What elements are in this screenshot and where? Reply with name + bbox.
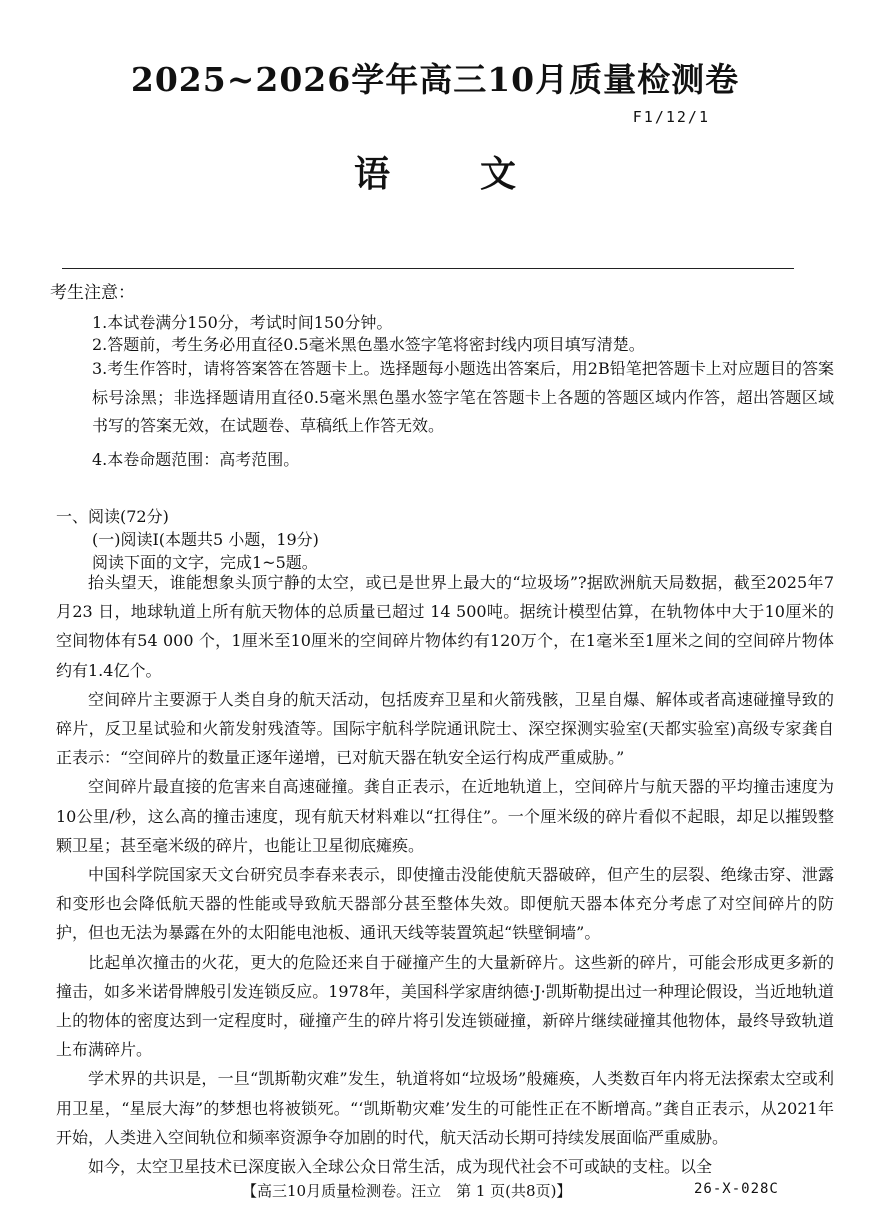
passage-paragraph: 中国科学院国家天文台研究员李春来表示，即使撞击没能使航天器破碎，但产生的层裂、绝缘击穿、泄露和变形也会降低航天器的性能或导致航天器部分甚至整体失效。即便航天器本体充分考虑了对空间碎片的防护，但也无法为暴露在外的太阳能电池板、通讯天线等装置筑起“铁壁铜墙”。 [56, 865, 834, 943]
notice-item-3 [92, 355, 834, 441]
notice-title: 考生注意： [50, 283, 135, 303]
notice-item-2: 2.答题前，考生务必用直径0.5毫米黑色墨水签字笔将密封线内项目填写清楚。 [92, 335, 645, 354]
header-divider [62, 268, 794, 269]
footer-page-label: 【高三10月质量检测卷。汪立 第 1 页(共8页)】 [242, 1182, 572, 1200]
notice-item-1: 1.本试卷满分150分，考试时间150分钟。 [92, 313, 393, 332]
subject-title: 语文 [353, 153, 606, 195]
notice-item-3-text: 3.考生作答时，请将答案答在答题卡上。选择题每小题选出答案后，用2B铅笔把答题卡上对应题目的答案标号涂黑；非选择题请用直径0.5毫米黑色墨水签字笔在答题卡上各题的答题区域内作答，超出答题区域书写的答案无效，在试题卷、草稿纸上作答无效。 [92, 359, 834, 435]
notice-item-4: 4.本卷命题范围：高考范围。 [92, 450, 300, 469]
passage-paragraph: 抬头望天，谁能想象头顶宁静的太空，或已是世界上最大的“垃圾场”?据欧洲航天局数据，截至2025年7月23 日，地球轨道上所有航天物体的总质量已超过 14 500吨。据统计模型估算，在轨物体中大于10厘米的空间物体有54 000 个，1厘米至10厘米的空间碎片物体约有120万个，在1毫米至1厘米之间的空间碎片物体约有1.4亿个。 [56, 573, 834, 680]
footer-code: 26-X-028C [694, 1181, 779, 1197]
paper-code: F1/12/1 [632, 108, 710, 126]
section-subtitle: (一)阅读Ⅰ(本题共5 小题，19分) [92, 530, 319, 549]
passage-paragraph: 空间碎片主要源于人类自身的航天活动，包括废弃卫星和火箭残骸，卫星自爆、解体或者高速碰撞导致的碎片，反卫星试验和火箭发射残渣等。国际宇航科学院通讯院士、深空探测实验室(天都实验室)高级专家龚自正表示：“空间碎片的数量正逐年递增，已对航天器在轨安全运行构成严重威胁。” [56, 689, 834, 768]
passage-paragraph: 空间碎片最直接的危害来自高速碰撞。龚自正表示，在近地轨道上，空间碎片与航天器的平均撞击速度为10公里/秒，这么高的撞击速度，现有航天材料难以“扛得住”。一个厘米级的碎片看似不起眼，却足以摧毁整颗卫星；甚至毫米级的碎片，也能让卫星彻底瘫痪。 [56, 777, 834, 855]
page-footer [0, 1178, 870, 1204]
exam-title: 2025~2026学年高三10月质量检测卷 [130, 60, 740, 99]
passage-paragraph: 比起单次撞击的火花，更大的危险还来自于碰撞产生的大量新碎片。这些新的碎片，可能会形成更多新的撞击，如多米诺骨牌般引发连锁反应。1978年，美国科学家唐纳德·J·凯斯勒提出过一种理论假设，当近地轨道上的物体的密度达到一定程度时，碰撞产生的碎片将引发连锁碰撞，新碎片继续碰撞其他物体，最终导致轨道上布满碎片。 [56, 952, 834, 1060]
passage-paragraph: 如今，太空卫星技术已深度嵌入全球公众日常生活，成为现代社会不可或缺的支柱。以全 [88, 1157, 713, 1177]
section-instruction: 阅读下面的文字，完成1~5题。 [92, 553, 318, 572]
section-title: 一、阅读(72分) [56, 507, 169, 526]
reading-passage [56, 568, 834, 1181]
passage-paragraph: 学术界的共识是，一旦“凯斯勒灾难”发生，轨道将如“垃圾场”般瘫痪，人类数百年内将无法探索太空或利用卫星，“星辰大海”的梦想也将被锁死。“‘凯斯勒灾难’发生的可能性正在不断增高。”龚自正表示，从2021年开始，人类进入空间轨位和频率资源争夺加剧的时代，航天活动长期可持续发展面临严重威胁。 [56, 1069, 834, 1147]
